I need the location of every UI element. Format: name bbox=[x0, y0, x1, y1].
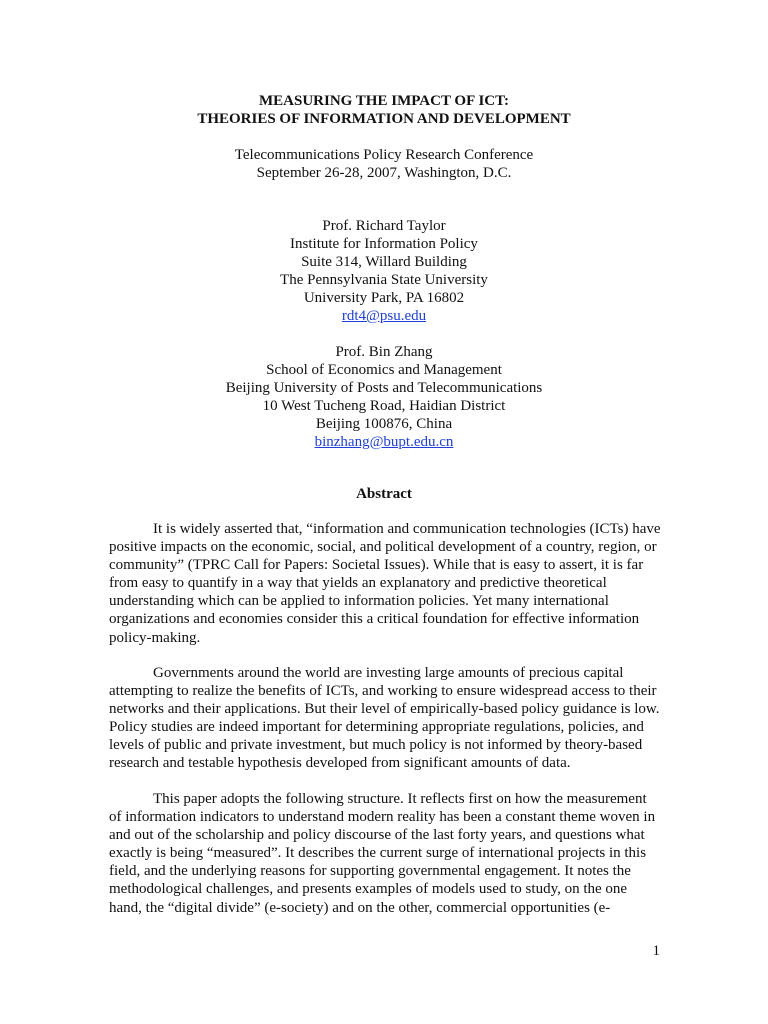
author-address-line: Beijing 100876, China bbox=[315, 416, 453, 432]
conference-date-place: September 26-28, 2007, Washington, D.C. bbox=[256, 165, 512, 181]
author-block-taylor bbox=[0, 217, 768, 325]
author-email-link[interactable]: rdt4@psu.edu bbox=[341, 308, 427, 324]
author-address-line: The Pennsylvania State University bbox=[280, 272, 488, 288]
author-address-line: University Park, PA 16802 bbox=[303, 290, 465, 306]
author-affiliation: School of Economics and Management bbox=[266, 362, 502, 378]
abstract-heading: Abstract bbox=[356, 486, 412, 502]
author-name: Prof. Richard Taylor bbox=[322, 218, 446, 234]
abstract-paragraph: It is widely asserted that, “information and communication technologies (ICTs) have positive impacts on the economic, social, and political development of a country, region, or community” (TPRC Call for Papers: Societal Issues). While that is easy to assert, it is far from easy to quantify in a way that yields an explanatory and predictive theoretical understanding which can be applied to information policies. Yet many international organizations and economies consider this a critical foundation for effective information policy-making. bbox=[109, 521, 661, 646]
author-block-zhang bbox=[0, 343, 768, 451]
author-affiliation: Institute for Information Policy bbox=[290, 236, 478, 252]
author-address-line: Suite 314, Willard Building bbox=[301, 254, 467, 270]
abstract-paragraph: Governments around the world are investing large amounts of precious capital attempting to realize the benefits of ICTs, and working to ensure widespread access to their networks and their applications. But their level of empirically-based policy guidance is low. Policy studies are indeed important for determining appropriate regulations, policies, and levels of public and private investment, but much policy is not informed by theory-based research and testable hypothesis developed from significant amounts of data. bbox=[109, 665, 660, 772]
author-name: Prof. Bin Zhang bbox=[335, 344, 433, 360]
title-line-2: THEORIES OF INFORMATION AND DEVELOPMENT bbox=[197, 111, 571, 127]
conference-name: Telecommunications Policy Research Conference bbox=[234, 147, 534, 163]
title-line-1: MEASURING THE IMPACT OF ICT: bbox=[258, 93, 510, 109]
author-address-line: 10 West Tucheng Road, Haidian District bbox=[262, 398, 506, 414]
author-address-line: Beijing University of Posts and Telecommunications bbox=[225, 380, 543, 396]
page-number: 1 bbox=[652, 943, 660, 959]
abstract-paragraph: This paper adopts the following structure. It reflects first on how the measurement of information indicators to understand modern reality has been a constant theme woven in and out of the scholarship and policy discourse of the last forty years, and questions what exactly is being “measured”. It describes the current surge of international projects in this field, and the underlying reasons for supporting governmental engagement. It notes the methodological challenges, and presents examples of models used to study, on the one hand, the “digital divide” (e-society) and on the other, commercial opportunities (e- bbox=[109, 791, 656, 916]
paper-title bbox=[0, 92, 768, 128]
conference-info bbox=[0, 146, 768, 182]
author-email-link[interactable]: binzhang@bupt.edu.cn bbox=[314, 434, 454, 450]
